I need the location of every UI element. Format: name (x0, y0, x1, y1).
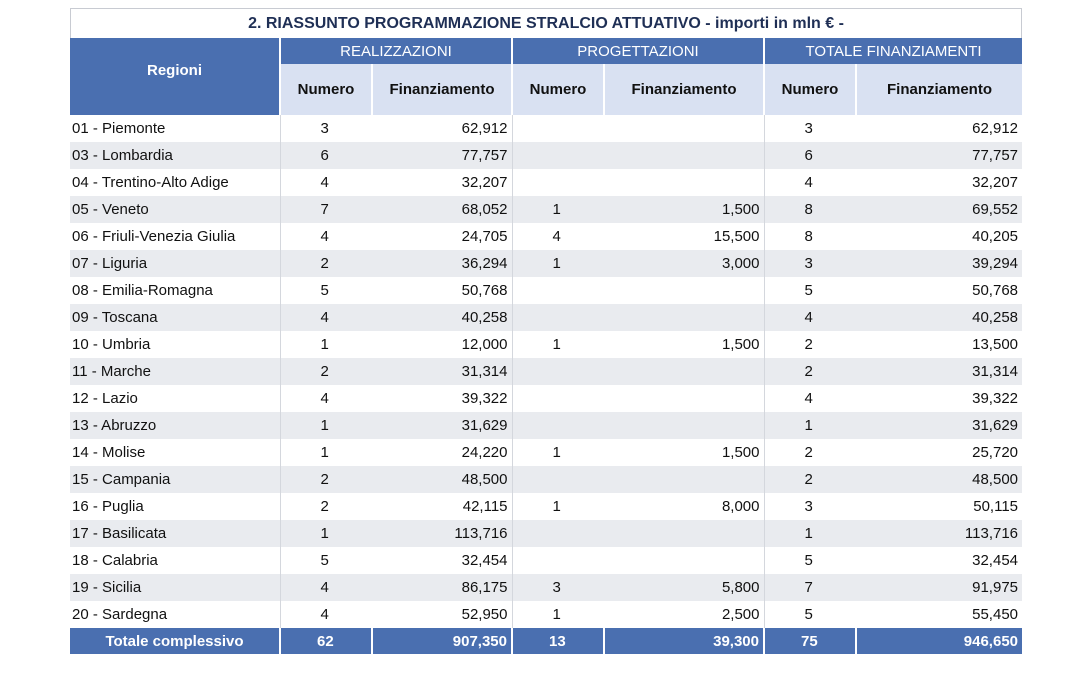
cell-real-finanziamento: 39,322 (372, 385, 512, 412)
cell-regione: 20 - Sardegna (70, 601, 280, 628)
cell-tot-numero: 5 (764, 547, 856, 574)
cell-prog-numero: 3 (512, 574, 604, 601)
cell-tot-finanziamento: 48,500 (856, 466, 1022, 493)
cell-regione: 15 - Campania (70, 466, 280, 493)
cell-prog-finanziamento (604, 304, 764, 331)
table-row (70, 277, 1022, 304)
cell-prog-numero (512, 547, 604, 574)
cell-prog-numero (512, 385, 604, 412)
table-row (70, 331, 1022, 358)
cell-real-finanziamento: 50,768 (372, 277, 512, 304)
cell-tot-numero: 2 (764, 358, 856, 385)
cell-regione: 10 - Umbria (70, 331, 280, 358)
cell-prog-finanziamento (604, 385, 764, 412)
cell-real-numero: 3 (280, 115, 372, 142)
cell-prog-numero (512, 466, 604, 493)
cell-tot-finanziamento: 32,207 (856, 169, 1022, 196)
cell-tot-numero: 1 (764, 412, 856, 439)
cell-regione: 17 - Basilicata (70, 520, 280, 547)
table-row (70, 439, 1022, 466)
cell-tot-numero: 7 (764, 574, 856, 601)
table-row (70, 385, 1022, 412)
cell-tot-finanziamento: 77,757 (856, 142, 1022, 169)
cell-tot-numero: 2 (764, 331, 856, 358)
table-row (70, 169, 1022, 196)
cell-real-finanziamento: 32,454 (372, 547, 512, 574)
cell-prog-numero (512, 412, 604, 439)
cell-regione: 11 - Marche (70, 358, 280, 385)
cell-prog-finanziamento (604, 142, 764, 169)
subheader-tot-numero: Numero (764, 64, 856, 115)
cell-real-finanziamento: 86,175 (372, 574, 512, 601)
cell-regione: 16 - Puglia (70, 493, 280, 520)
table-row (70, 250, 1022, 277)
cell-tot-numero: 3 (764, 493, 856, 520)
cell-real-numero: 4 (280, 385, 372, 412)
cell-regione: 12 - Lazio (70, 385, 280, 412)
cell-real-finanziamento: 31,314 (372, 358, 512, 385)
cell-tot-numero: 5 (764, 601, 856, 628)
cell-prog-numero (512, 358, 604, 385)
totals-real-finanziamento: 907,350 (372, 628, 512, 654)
cell-prog-numero (512, 304, 604, 331)
cell-prog-numero: 1 (512, 601, 604, 628)
cell-real-numero: 4 (280, 601, 372, 628)
cell-tot-finanziamento: 91,975 (856, 574, 1022, 601)
cell-prog-numero: 1 (512, 250, 604, 277)
cell-real-finanziamento: 24,705 (372, 223, 512, 250)
totals-real-numero: 62 (280, 628, 372, 654)
cell-tot-finanziamento: 13,500 (856, 331, 1022, 358)
cell-tot-numero: 5 (764, 277, 856, 304)
cell-tot-finanziamento: 50,768 (856, 277, 1022, 304)
cell-real-finanziamento: 31,629 (372, 412, 512, 439)
cell-prog-numero: 1 (512, 439, 604, 466)
cell-regione: 07 - Liguria (70, 250, 280, 277)
cell-tot-numero: 3 (764, 115, 856, 142)
cell-prog-finanziamento: 1,500 (604, 196, 764, 223)
table-row (70, 547, 1022, 574)
table-row (70, 196, 1022, 223)
cell-tot-finanziamento: 39,322 (856, 385, 1022, 412)
totals-tot-finanziamento: 946,650 (856, 628, 1022, 654)
cell-real-finanziamento: 48,500 (372, 466, 512, 493)
cell-regione: 09 - Toscana (70, 304, 280, 331)
subheader-prog-finanziamento: Finanziamento (604, 64, 764, 115)
cell-tot-finanziamento: 40,258 (856, 304, 1022, 331)
summary-table (70, 38, 1022, 654)
cell-tot-finanziamento: 55,450 (856, 601, 1022, 628)
cell-prog-numero (512, 520, 604, 547)
table-row (70, 574, 1022, 601)
cell-tot-numero: 8 (764, 223, 856, 250)
cell-prog-finanziamento: 5,800 (604, 574, 764, 601)
subheader-real-finanziamento: Finanziamento (372, 64, 512, 115)
cell-real-numero: 2 (280, 250, 372, 277)
cell-prog-finanziamento: 1,500 (604, 439, 764, 466)
cell-tot-finanziamento: 69,552 (856, 196, 1022, 223)
table-row (70, 358, 1022, 385)
cell-real-finanziamento: 24,220 (372, 439, 512, 466)
cell-tot-numero: 3 (764, 250, 856, 277)
subheader-tot-finanziamento: Finanziamento (856, 64, 1022, 115)
cell-real-numero: 2 (280, 358, 372, 385)
cell-tot-finanziamento: 40,205 (856, 223, 1022, 250)
cell-regione: 18 - Calabria (70, 547, 280, 574)
cell-real-numero: 5 (280, 547, 372, 574)
cell-real-finanziamento: 40,258 (372, 304, 512, 331)
table-row (70, 304, 1022, 331)
cell-real-numero: 4 (280, 574, 372, 601)
cell-real-numero: 4 (280, 223, 372, 250)
cell-prog-finanziamento (604, 547, 764, 574)
cell-tot-numero: 4 (764, 169, 856, 196)
cell-prog-finanziamento: 3,000 (604, 250, 764, 277)
table-title: 2. RIASSUNTO PROGRAMMAZIONE STRALCIO ATTUATIVO - importi in mln € - (70, 8, 1022, 38)
cell-prog-finanziamento (604, 412, 764, 439)
cell-real-numero: 6 (280, 142, 372, 169)
cell-prog-numero (512, 142, 604, 169)
cell-tot-finanziamento: 32,454 (856, 547, 1022, 574)
cell-prog-numero (512, 277, 604, 304)
cell-tot-finanziamento: 31,629 (856, 412, 1022, 439)
cell-real-numero: 5 (280, 277, 372, 304)
table-row (70, 520, 1022, 547)
table-body (70, 115, 1022, 628)
cell-real-finanziamento: 113,716 (372, 520, 512, 547)
cell-real-numero: 4 (280, 304, 372, 331)
cell-regione: 19 - Sicilia (70, 574, 280, 601)
cell-prog-numero: 1 (512, 196, 604, 223)
cell-real-numero: 1 (280, 439, 372, 466)
cell-real-finanziamento: 52,950 (372, 601, 512, 628)
cell-real-numero: 2 (280, 466, 372, 493)
cell-real-numero: 2 (280, 493, 372, 520)
totals-tot-numero: 75 (764, 628, 856, 654)
cell-tot-finanziamento: 113,716 (856, 520, 1022, 547)
cell-real-numero: 4 (280, 169, 372, 196)
cell-real-finanziamento: 42,115 (372, 493, 512, 520)
summary-sheet (70, 8, 1022, 654)
cell-prog-finanziamento: 15,500 (604, 223, 764, 250)
cell-tot-numero: 4 (764, 385, 856, 412)
cell-regione: 08 - Emilia-Romagna (70, 277, 280, 304)
cell-prog-finanziamento: 2,500 (604, 601, 764, 628)
cell-real-finanziamento: 32,207 (372, 169, 512, 196)
cell-tot-finanziamento: 31,314 (856, 358, 1022, 385)
cell-real-finanziamento: 68,052 (372, 196, 512, 223)
cell-real-finanziamento: 12,000 (372, 331, 512, 358)
table-row (70, 466, 1022, 493)
cell-real-finanziamento: 62,912 (372, 115, 512, 142)
cell-real-numero: 1 (280, 412, 372, 439)
totals-prog-finanziamento: 39,300 (604, 628, 764, 654)
cell-tot-finanziamento: 39,294 (856, 250, 1022, 277)
header-realizzazioni: REALIZZAZIONI (280, 38, 512, 64)
cell-prog-finanziamento: 1,500 (604, 331, 764, 358)
table-row (70, 412, 1022, 439)
cell-tot-finanziamento: 25,720 (856, 439, 1022, 466)
cell-prog-finanziamento: 8,000 (604, 493, 764, 520)
cell-regione: 01 - Piemonte (70, 115, 280, 142)
cell-tot-numero: 4 (764, 304, 856, 331)
cell-prog-finanziamento (604, 466, 764, 493)
cell-prog-numero: 1 (512, 493, 604, 520)
header-progettazioni: PROGETTAZIONI (512, 38, 764, 64)
cell-tot-numero: 8 (764, 196, 856, 223)
cell-real-numero: 7 (280, 196, 372, 223)
cell-tot-numero: 2 (764, 466, 856, 493)
cell-tot-finanziamento: 50,115 (856, 493, 1022, 520)
cell-prog-numero (512, 169, 604, 196)
cell-prog-numero (512, 115, 604, 142)
cell-real-numero: 1 (280, 520, 372, 547)
table-row (70, 115, 1022, 142)
header-regioni: Regioni (70, 38, 280, 115)
header-totale-finanziamenti: TOTALE FINANZIAMENTI (764, 38, 1022, 64)
cell-prog-numero: 1 (512, 331, 604, 358)
cell-regione: 06 - Friuli-Venezia Giulia (70, 223, 280, 250)
subheader-prog-numero: Numero (512, 64, 604, 115)
cell-real-finanziamento: 77,757 (372, 142, 512, 169)
cell-real-finanziamento: 36,294 (372, 250, 512, 277)
cell-prog-finanziamento (604, 169, 764, 196)
totals-row (70, 628, 1022, 654)
cell-regione: 05 - Veneto (70, 196, 280, 223)
totals-prog-numero: 13 (512, 628, 604, 654)
cell-regione: 04 - Trentino-Alto Adige (70, 169, 280, 196)
cell-prog-finanziamento (604, 277, 764, 304)
cell-tot-numero: 2 (764, 439, 856, 466)
cell-tot-finanziamento: 62,912 (856, 115, 1022, 142)
cell-regione: 13 - Abruzzo (70, 412, 280, 439)
table-row (70, 493, 1022, 520)
cell-real-numero: 1 (280, 331, 372, 358)
cell-regione: 14 - Molise (70, 439, 280, 466)
cell-prog-finanziamento (604, 520, 764, 547)
cell-prog-finanziamento (604, 115, 764, 142)
cell-regione: 03 - Lombardia (70, 142, 280, 169)
table-row (70, 223, 1022, 250)
cell-prog-numero: 4 (512, 223, 604, 250)
totals-label: Totale complessivo (70, 628, 280, 654)
cell-tot-numero: 6 (764, 142, 856, 169)
table-row (70, 601, 1022, 628)
cell-tot-numero: 1 (764, 520, 856, 547)
subheader-real-numero: Numero (280, 64, 372, 115)
table-row (70, 142, 1022, 169)
cell-prog-finanziamento (604, 358, 764, 385)
